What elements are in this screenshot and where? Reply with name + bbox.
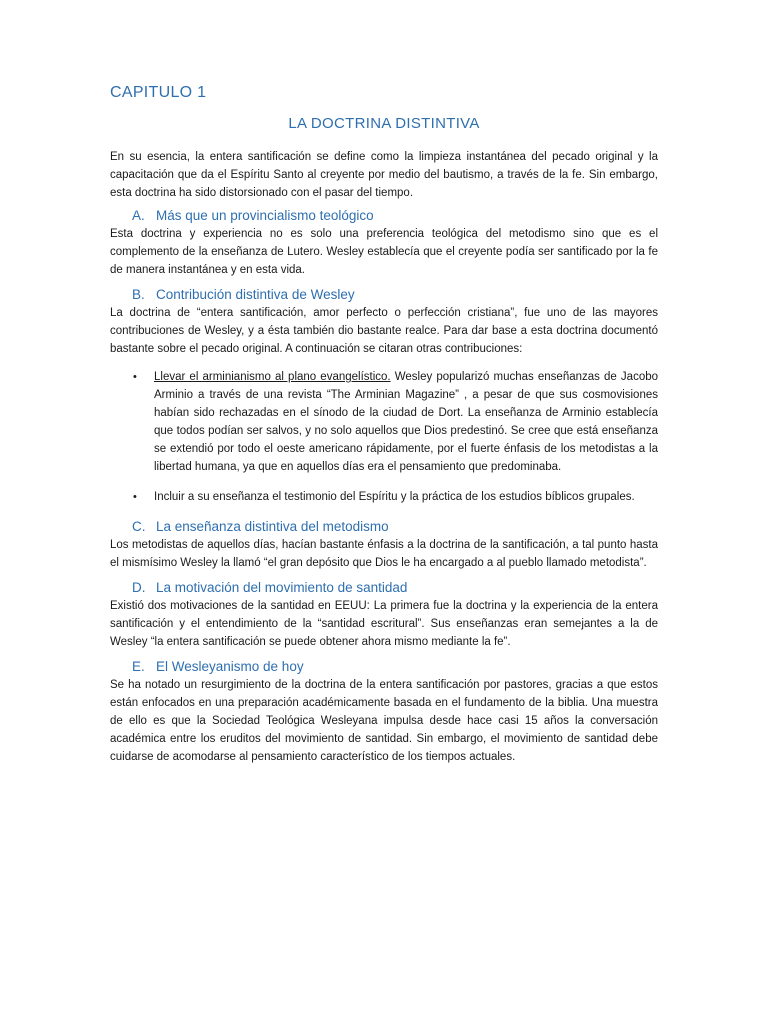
section-a-title: Más que un provincialismo teológico [156,208,374,223]
section-e-letter: E. [132,659,145,674]
list-item-text [154,488,658,506]
section-a-paragraph: Esta doctrina y experiencia no es solo una preferencia teológica del metodismo sino que es el complemento de la enseñanza de Lutero. Wesley establecía que el creyente podía ser santificado por la fe de manera instantánea y en esta vida. [110,228,658,276]
intro-paragraph: En su esencia, la entera santificación se define como la limpieza instantánea del pecado original y la capacitación que da el Espíritu Santo al creyente por medio del bautismo, a través de la fe. Sin embargo, esta doctrina ha sido distorsionado con el pasar del tiempo. [110,151,658,199]
section-b-letter: B. [132,287,145,302]
bullet-dot-icon: • [133,371,137,383]
section-b-title: Contribución distintiva de Wesley [156,287,355,302]
section-c-letter: C. [132,519,146,534]
list-item [133,368,659,476]
section-d-paragraph: Existió dos motivaciones de la santidad en EEUU: La primera fue la doctrina y la experiencia de la entera santificación y el entendimiento de la “santidad escritural”. Sus enseñanzas eran semejantes a la de Wesley “la entera santificación se puede obtener ahora mismo mediante la fe”. [110,600,658,648]
section-e-title: El Wesleyanismo de hoy [156,659,304,674]
section-d-title: La motivación del movimiento de santidad [156,580,408,595]
list-item-body: Wesley popularizó muchas enseñanzas de Jacobo Arminio a través de una revista “The Arminian Magazine” , a pesar de que sus cosmovisiones habían sido rechazadas en el sínodo de la ciudad de Dort. La enseñanza de Arminio establecía que todos podían ser salvos, y no solo aquellos que Dios predestinó. Se cree que está enseñanza se extendió por todo el oeste americano rápidamente, por el fuerte énfasis de los metodistas a la libertad humana, ya que en aquellos días era el pensamiento que predominaba. [154,371,659,473]
section-d-letter: D. [132,580,146,595]
document-title: LA DOCTRINA DISTINTIVA [288,115,480,132]
section-e-heading [110,658,658,676]
list-item-body: Incluir a su enseñanza el testimonio del Espíritu y la práctica de los estudios bíblicos grupales. [154,491,635,503]
section-c-paragraph: Los metodistas de aquellos días, hacían bastante énfasis a la doctrina de la santificación, a tal punto hasta el mismísimo Wesley la llamó “el gran depósito que Dios le ha encargado a al pueblo llamado metodista”. [110,539,658,569]
section-c-heading [110,518,658,536]
list-item-lead: Llevar el arminianismo al plano evangelístico. [154,371,391,383]
section-a-heading [110,207,658,225]
contributions-list [110,368,658,506]
chapter-heading: CAPITULO 1 [110,84,207,101]
section-b-paragraph: La doctrina de “entera santificación, amor perfecto o perfección cristiana”, fue uno de las mayores contribuciones de Wesley, y a ésta también dio bastante realce. Para dar base a esta doctrina documentó bastante sobre el pecado original. A continuación se citaran otras contribuciones: [110,307,658,355]
section-d-heading [110,579,658,597]
document-body [110,148,658,766]
list-item-text [154,368,658,476]
section-b-heading [110,286,658,304]
section-e-paragraph: Se ha notado un resurgimiento de la doctrina de la entera santificación por pastores, gracias a que estos están enfocados en una preparación académicamente basada en el fundamento de la biblia. Una muestra de ello es que la Sociedad Teológica Wesleyana impulsa desde hace casi 15 años la conversación académica entre los eruditos del movimiento de santidad. Sin embargo, el movimiento de santidad debe cuidarse de acomodarse al pensamiento característico de los tiempos actuales. [110,679,658,763]
section-c-title: La enseñanza distintiva del metodismo [156,519,389,534]
bullet-dot-icon: • [133,491,137,503]
list-item [133,488,658,506]
section-a-letter: A. [132,208,145,223]
